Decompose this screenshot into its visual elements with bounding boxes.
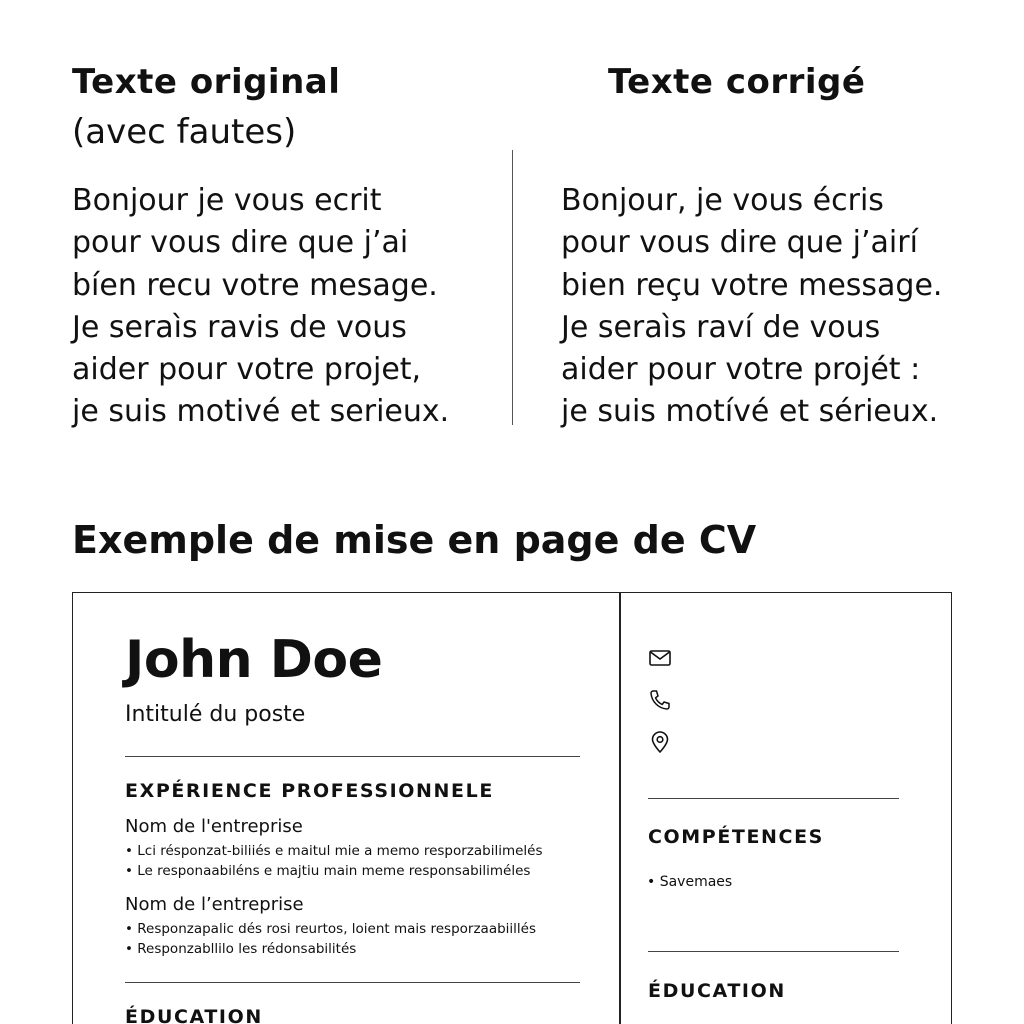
skills-heading: COMPÉTENCES bbox=[648, 826, 824, 848]
sidebar-separator bbox=[648, 798, 899, 799]
corrected-line: aider pour votre projét : bbox=[561, 352, 921, 388]
cv-name: John Doe bbox=[125, 630, 383, 690]
company-name: Nom de l’entreprise bbox=[125, 894, 304, 915]
education-heading-left: ÉDUCATION bbox=[125, 1006, 263, 1024]
column-divider bbox=[512, 150, 513, 425]
original-line: pour vous dire que j’ai bbox=[72, 225, 409, 261]
skill-item: • Savemaes bbox=[647, 874, 733, 890]
original-paragraph bbox=[72, 180, 449, 434]
original-text-subtitle: (avec fautes) bbox=[72, 112, 297, 152]
experience-bullet: • Responzapalic dés rosi reurtos, loient mais resporzaabiillés bbox=[125, 921, 537, 937]
cv-job-title: Intitulé du poste bbox=[125, 702, 306, 727]
corrected-line: je suis motívé et sérieux. bbox=[561, 394, 939, 430]
corrected-line: Bonjour, je vous écris bbox=[561, 183, 884, 218]
experience-bullets bbox=[125, 841, 543, 881]
phone-icon bbox=[647, 687, 673, 713]
mail-icon bbox=[647, 645, 673, 671]
cv-column-divider bbox=[619, 593, 621, 1024]
experience-heading: EXPÉRIENCE PROFESSIONNELE bbox=[125, 780, 494, 802]
corrected-text-title: Texte corrigé bbox=[608, 62, 866, 102]
education-heading-sidebar: ÉDUCATION bbox=[648, 980, 786, 1002]
original-line: aider pour votre projet, bbox=[72, 352, 422, 388]
corrected-line: bien reçu votre message. bbox=[561, 267, 943, 303]
cv-separator bbox=[125, 982, 580, 983]
cv-section-title: Exemple de mise en page de CV bbox=[72, 518, 757, 562]
original-line: Bonjour je vous ecrit bbox=[72, 183, 382, 218]
location-icon bbox=[647, 729, 673, 755]
original-line: je suis motivé et serieux. bbox=[72, 394, 450, 430]
corrected-line: Je seraìs raví de vous bbox=[561, 309, 881, 345]
company-name: Nom de l'entreprise bbox=[125, 816, 303, 837]
experience-bullet: • Le responaabiléns e majtiu main meme responsabiliméles bbox=[125, 863, 531, 879]
corrected-line: pour vous dire que j’airí bbox=[561, 225, 918, 261]
sidebar-separator bbox=[648, 951, 899, 952]
corrected-paragraph bbox=[561, 180, 942, 434]
original-text-title: Texte original bbox=[72, 62, 341, 102]
experience-bullet: • Responzabllilo les rédonsabilités bbox=[125, 941, 357, 957]
original-line: Je seraìs ravis de vous bbox=[72, 309, 407, 345]
original-line: bíen recu votre mesage. bbox=[72, 267, 438, 303]
cv-separator bbox=[125, 756, 580, 757]
cv-preview bbox=[72, 592, 952, 1024]
experience-bullet: • Lci résponzat-biliiés e maitul mie a memo resporzabilimelés bbox=[125, 843, 543, 859]
experience-bullets bbox=[125, 919, 536, 959]
